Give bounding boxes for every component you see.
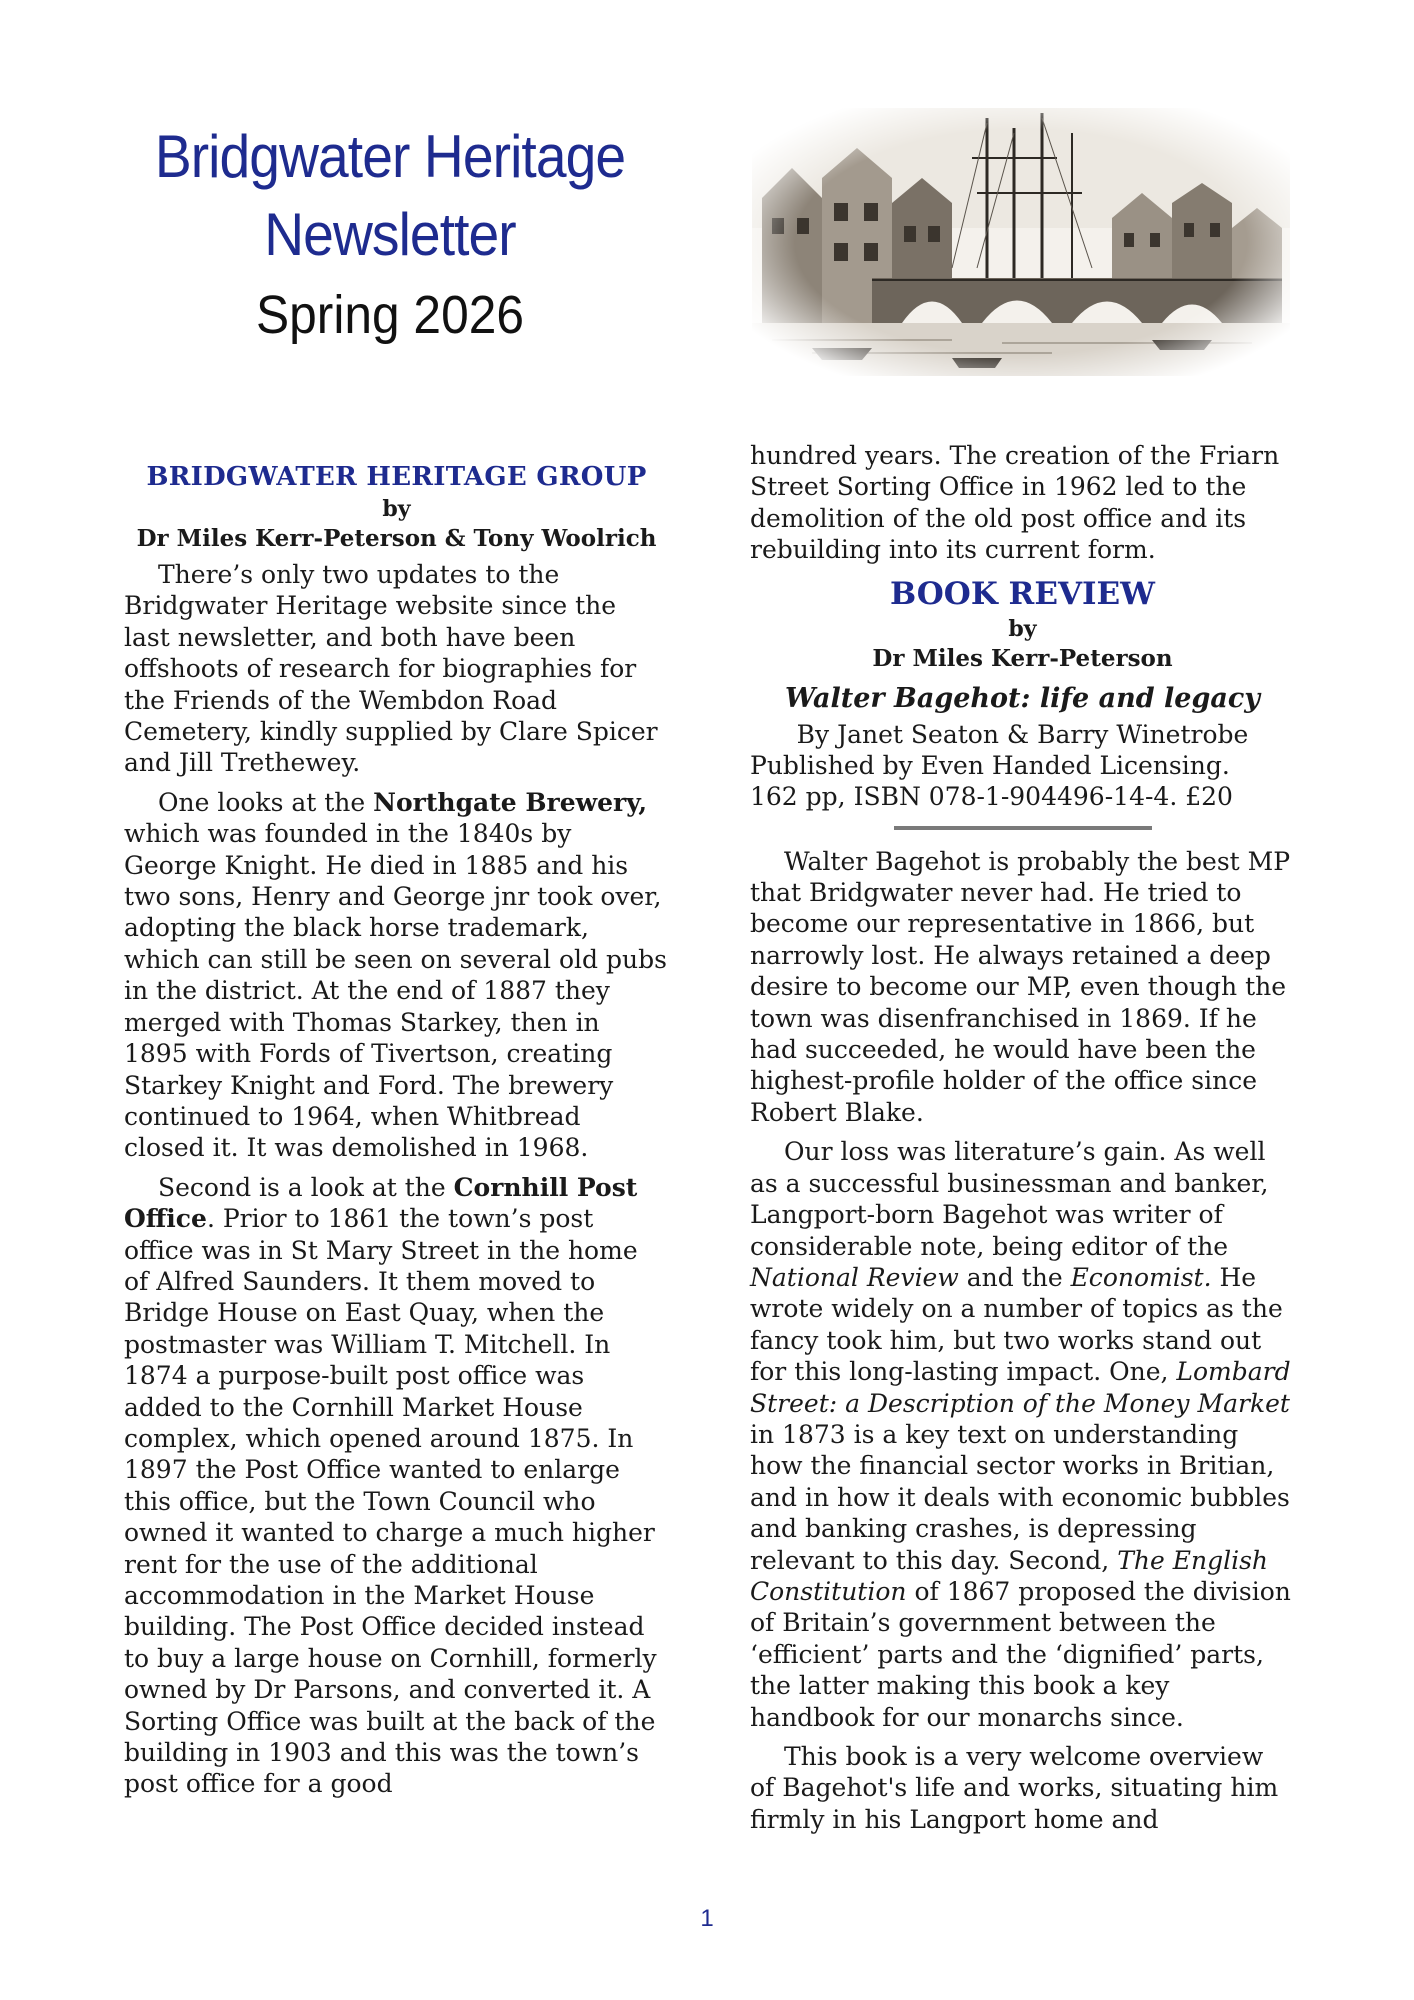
issue-date: Spring 2026: [256, 285, 524, 345]
divider: [894, 826, 1152, 830]
page-number: 1: [700, 1905, 714, 1932]
text-run: which was founded in the 1840s by George Knight. He died in 1885 and his two sons, Henry and George jnr took over, adopting the black horse trademark, which can still be seen on several old pubs in the district. At the end of 1887 they merged with Thomas Starkey, then in 1895 with Fords of Tivertson, creating Starkey Knight and Ford. The brewery continued to 1964, when Whitbread closed it. It was demolished in 1968.: [124, 819, 667, 1163]
article-authors: Dr Miles Kerr-Peterson & Tony Woolrich: [136, 525, 657, 552]
paragraph-literature: [750, 1136, 1295, 1733]
italic-title: National Review: [750, 1262, 959, 1292]
text-run: in 1873 is a key text on understanding how the financial sector works in Britian, and in how it deals with economic bubbles and banking crashes, is depressing relevant to this day. Second,: [750, 1419, 1290, 1575]
book-authors: By Janet Seaton & Barry Winetrobe: [796, 719, 1249, 749]
article-by: by: [382, 496, 411, 522]
article-heading-heritage-group: BRIDGWATER HERITAGE GROUP: [146, 462, 647, 492]
book-title: Walter Bagehot: life and legacy: [785, 682, 1260, 714]
paragraph-cornhill-post-office: [124, 1172, 669, 1800]
text-run: of 1867 proposed the division of Britain’s government between the ‘efficient’ parts and the ‘dignified’ parts, the latter making this book a key handbook for our monarchs since.: [750, 1576, 1291, 1732]
paragraph-continued: hundred years. The creation of the Friarn Street Sorting Office in 1962 led to the demolition of the old post office and its rebuilding into its current form.: [750, 441, 1280, 565]
article-heading-book-review: BOOK REVIEW: [890, 575, 1155, 612]
text-run: . Prior to 1861 the town’s post office was in St Mary Street in the home of Alfred Saunders. It them moved to Bridge House on East Quay, when the postmaster was William T. Mitchell. In 1874 a purpose-built post office was added to the Cornhill Market House complex, which opened around 1875. In 1897 the Post Office wanted to enlarge this office, but the Town Council who owned it wanted to charge a much higher rent for the use of the additional accommodation in the Market House building. The Post Office decided instead to buy a large house on Cornhill, formerly owned by Dr Parsons, and converted it. A Sorting Office was built at the back of the building in 1903 and this was the town’s post office for a good: [124, 1204, 657, 1799]
text-run: Second is a look at the: [158, 1172, 454, 1202]
left-column: [124, 460, 669, 1808]
newsletter-title-line1: Bridgwater Heritage: [154, 123, 626, 190]
paragraph: Walter Bagehot is probably the best MP that Bridgwater never had. He tried to become our representative in 1866, but narrowly lost. He always retained a deep desire to become our MP, even though the town was disenfranchised in 1869. If he had succeeded, he would have been the highest-profile holder of the office since Robert Blake.: [750, 846, 1291, 1127]
italic-title: Lombard Street: a Description of the Money Market: [750, 1357, 1291, 1418]
text-run: He wrote widely on a number of topics as the fancy took him, but two works stand out for this long-lasting impact. One,: [750, 1262, 1283, 1387]
italic-title: Economist.: [1070, 1262, 1212, 1292]
book-details: 162 pp, ISBN 078-1-904496-14-4. £20: [750, 781, 1233, 811]
paragraph: There’s only two updates to the Bridgwater Heritage website since the last newsletter, and both have been offshoots of research for biographies for the Friends of the Wembdon Road Cemetery, kindly supplied by Clare Spicer and Jill Trethewey.: [124, 560, 658, 778]
paragraph-northgate-brewery: [124, 787, 669, 1164]
review-by: by: [1008, 615, 1037, 642]
review-author: Dr Miles Kerr-Peterson: [872, 644, 1173, 672]
newsletter-title-line2: Newsletter: [264, 201, 516, 268]
paragraph: This book is a very welcome overview of Bagehot's life and works, situating him firmly in his Langport home and: [750, 1742, 1279, 1834]
bold-term: Northgate Brewery,: [373, 787, 648, 817]
italic-title: The English Constitution: [750, 1545, 1268, 1606]
masthead: [100, 118, 680, 354]
right-column: [750, 440, 1295, 1843]
text-run: Our loss was literature’s gain. As well as a successful businessman and banker, Langport-born Bagehot was writer of considerable note, being editor of the: [750, 1137, 1269, 1261]
text-run: and the: [958, 1262, 1071, 1292]
book-publisher: Published by Even Handed Licensing.: [750, 750, 1230, 780]
text-run: One looks at the: [158, 787, 374, 817]
bold-term: Cornhill Post Office: [124, 1172, 638, 1234]
town-bridge-engraving: [752, 108, 1290, 376]
